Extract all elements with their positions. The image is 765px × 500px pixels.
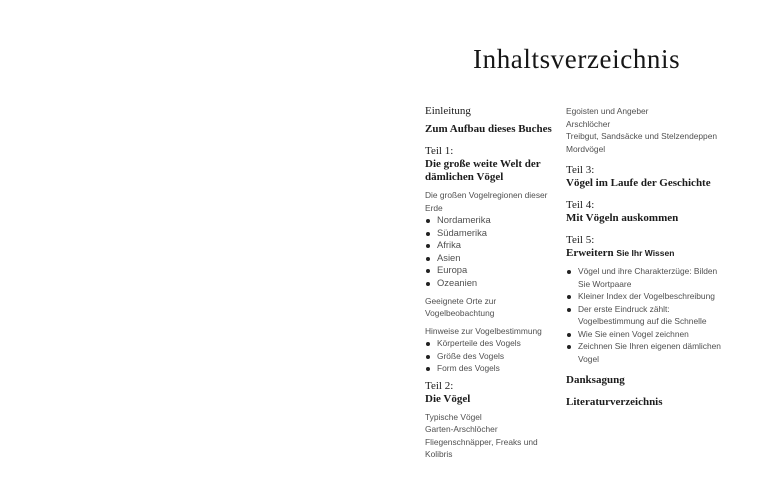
teil1-label: Teil 1:	[425, 145, 454, 157]
regionen-list	[425, 214, 560, 290]
toc-entry-literatur[interactable]: Literaturverzeichnis	[566, 396, 663, 408]
list-item[interactable]: Vögel und ihre Charakterzüge: Bilden Sie Wortpaare	[566, 265, 721, 290]
list-item[interactable]: Kleiner Index der Vogelbeschreibung	[566, 290, 721, 303]
list-item[interactable]: Zeichnen Sie Ihren eigenen dämlichen Vogel	[566, 340, 721, 365]
teil5-title-b: Sie Ihr Wissen	[616, 248, 675, 258]
toc-item[interactable]: Typische Vögel	[425, 411, 482, 422]
list-item[interactable]: Wie Sie einen Vogel zeichnen	[566, 328, 721, 341]
toc-item-regionen[interactable]: Die großen Vogelregionen dieser Erde	[425, 190, 548, 213]
toc-item[interactable]: Arschlöcher	[566, 118, 611, 129]
toc-item[interactable]: Fliegenschnäpper, Freaks und Kolibris	[425, 436, 538, 460]
toc-item[interactable]: Egoisten und Angeber	[566, 106, 649, 116]
toc-entry-danksagung[interactable]: Danksagung	[566, 374, 625, 386]
teil3-title[interactable]: Vögel im Laufe der Geschichte	[566, 177, 711, 189]
list-item[interactable]: Größe des Vogels	[425, 350, 560, 363]
hinweise-list	[425, 337, 560, 375]
toc-item[interactable]: Garten-Arschlöcher	[425, 424, 498, 435]
list-item[interactable]: Asien	[425, 252, 560, 265]
toc-column-right	[566, 105, 721, 409]
teil4-label: Teil 4:	[566, 199, 595, 211]
teil4-title[interactable]: Mit Vögeln auskommen	[566, 212, 679, 224]
toc-column-left	[425, 105, 560, 461]
teil3-label: Teil 3:	[566, 164, 595, 176]
toc-item[interactable]: Mordvögel	[566, 143, 606, 154]
toc-item[interactable]: Treibgut, Sandsäcke und Stelzendeppen	[566, 131, 718, 141]
list-item[interactable]: Europa	[425, 264, 560, 277]
list-item[interactable]: Afrika	[425, 239, 560, 252]
list-item[interactable]: Der erste Eindruck zählt: Vogelbestimmung auf die Schnelle	[566, 303, 721, 328]
teil2-title[interactable]: Die Vögel	[425, 392, 471, 405]
teil5-list	[566, 265, 721, 365]
toc-entry-aufbau[interactable]: Zum Aufbau dieses Buches	[425, 123, 552, 135]
toc-entry-einleitung[interactable]: Einleitung	[425, 105, 471, 117]
list-item[interactable]: Form des Vogels	[425, 362, 560, 375]
page-title: Inhaltsverzeichnis	[473, 44, 681, 74]
list-item[interactable]: Körperteile des Vogels	[425, 337, 560, 350]
teil5-label: Teil 5:	[566, 234, 595, 246]
teil5-title-a: Erweitern	[566, 247, 614, 259]
list-item[interactable]: Nordamerika	[425, 214, 560, 227]
toc-item-hinweise[interactable]: Hinweise zur Vogelbestimmung	[425, 325, 542, 336]
teil5-title[interactable]	[566, 247, 721, 260]
teil2-label: Teil 2:	[425, 379, 454, 392]
list-item[interactable]: Südamerika	[425, 227, 560, 240]
list-item[interactable]: Ozeanien	[425, 277, 560, 290]
teil1-title[interactable]: Die große weite Welt der dämlichen Vögel	[425, 158, 541, 183]
toc-item-orte[interactable]: Geeignete Orte zur Vogelbeobachtung	[425, 295, 497, 319]
